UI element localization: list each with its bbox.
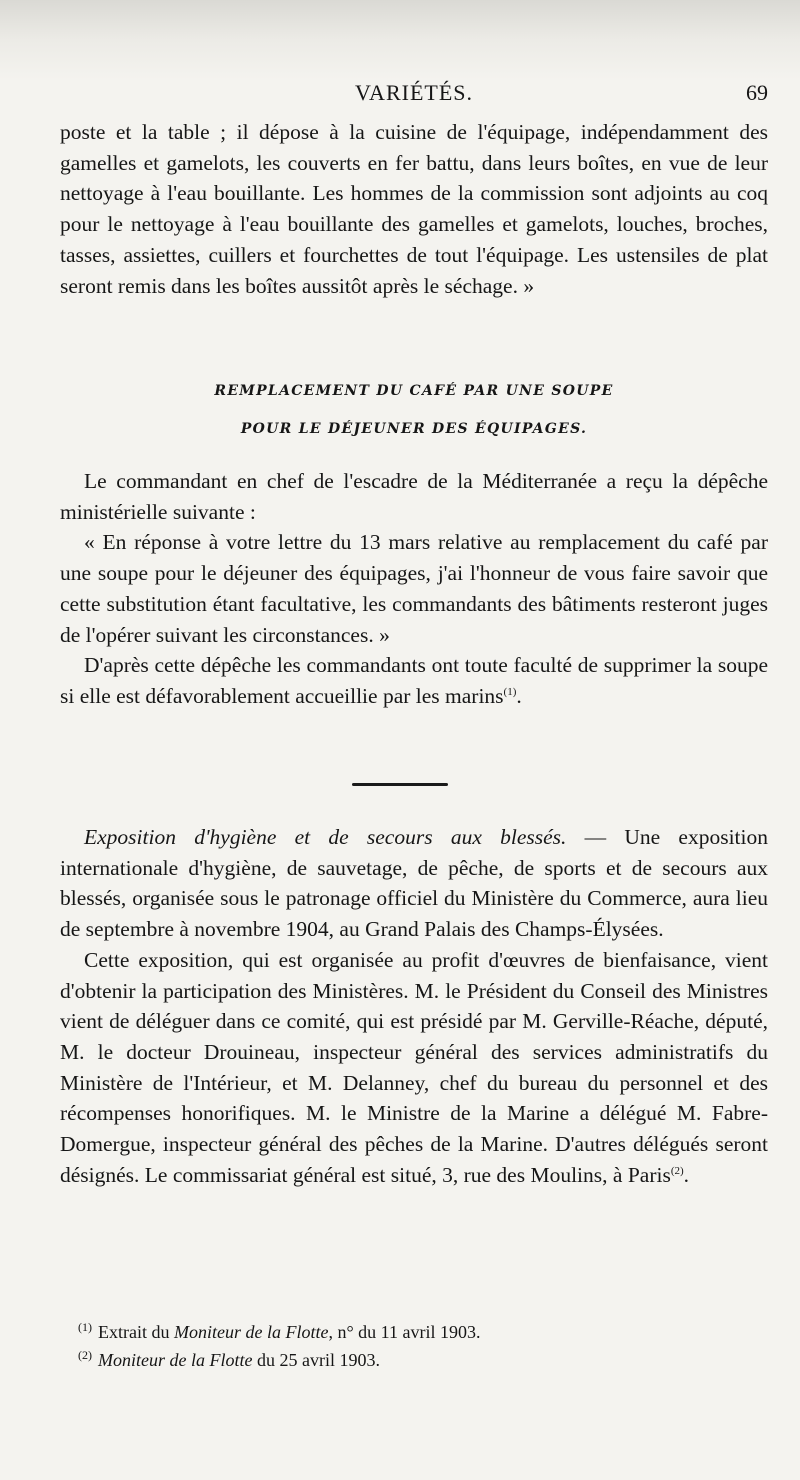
footnote-ref: (2) — [670, 1164, 684, 1177]
footnotes — [78, 1318, 768, 1374]
page-number: 69 — [746, 80, 768, 105]
page-header — [60, 76, 768, 112]
paragraph — [60, 650, 768, 711]
section-heading-line-1: REMPLACEMENT DU CAFÉ PAR UNE SOUPE — [214, 383, 614, 399]
paragraph-end: . — [683, 1162, 690, 1187]
footnote-suffix: , n° du 11 avril 1903. — [328, 1322, 481, 1342]
paragraph: poste et la table ; il dépose à la cuisine de l'équipage, indépendamment des gamelles et gamelots, les couverts en fer battu, dans leurs boîtes, en vue de leur nettoyage à l'eau bouillante. Les hommes de la commission sont adjoints au coq pour le nettoyage à l'eau bouillante des gamelles et gamelots, louches, broches, tasses, assiettes, cuillers et fourchettes de tout l'équipage. Les ustensiles de plat seront remis dans les boîtes aussitôt après le séchage. » — [60, 120, 768, 298]
footnote-source: Moniteur de la Flotte — [173, 1322, 329, 1342]
paragraph-text: — Une exposition internationale d'hygiène, de sauvetage, de pêche, de sports et de secours aux blessés, organisée sous le patronage officiel du Ministère du Commerce, aura lieu de septembre à novembre 1904, au Grand Palais des Champs-Élysées. — [60, 825, 768, 942]
paragraph-text: Cette exposition, qui est organisée au profit d'œuvres de bienfaisance, vient d'obtenir la participation des Ministères. M. le Président du Conseil des Ministres vient de déléguer dans ce comité, qui est présidé par M. Gerville-Réache, député, M. le docteur Drouineau, inspecteur général des services administratifs du Ministère de l'Intérieur, et M. Delanney, chef du bureau du personnel et des récompenses honorifiques. M. le Ministre de la Marine a délégué M. Fabre-Domergue, inspecteur général des pêches de la Marine. D'autres délégués seront désignés. Le commissariat général est situé, 3, rue des Moulins, à Paris — [60, 947, 768, 1187]
footnote-mark: (1) — [78, 1320, 92, 1334]
section-heading — [60, 372, 768, 448]
footnote — [78, 1318, 768, 1346]
paragraph-text: D'après cette dépêche les commandants ont toute faculté de supprimer la soupe si elle est défavorablement accueillie par les marins — [60, 653, 768, 708]
footnote-suffix: du 25 avril 1903. — [252, 1350, 380, 1370]
section-exposition — [60, 822, 768, 1190]
paragraph — [60, 822, 768, 945]
footnote-ref: (1) — [503, 685, 517, 698]
footnote — [78, 1346, 768, 1374]
quoted-dispatch: « En réponse à votre lettre du 13 mars relative au remplacement du café par une soupe pour le déjeuner des équipages, j'ai l'honneur de vous faire savoir que cette substitution étant facultative, les commandants des bâtiments resteront juges de l'opérer suivant les circonstances. » — [60, 530, 768, 647]
section-heading-line-2: POUR LE DÉJEUNER DES ÉQUIPAGES. — [240, 421, 588, 437]
section-continued-text — [60, 117, 768, 301]
section-divider — [352, 783, 448, 786]
paragraph: Le commandant en chef de l'escadre de la Méditerranée a reçu la dépêche ministérielle suivante : — [60, 469, 768, 524]
footnote-mark: (2) — [78, 1348, 92, 1362]
running-head: VARIÉTÉS. — [355, 80, 473, 105]
paragraph — [60, 945, 768, 1191]
footnote-prefix: Extrait du — [98, 1322, 174, 1342]
paragraph-end: . — [516, 683, 522, 708]
footnote-source: Moniteur de la Flotte — [98, 1350, 253, 1370]
lead-title: Exposition d'hygiène et de secours aux blessés. — [84, 825, 567, 849]
section-soupe — [60, 466, 768, 712]
